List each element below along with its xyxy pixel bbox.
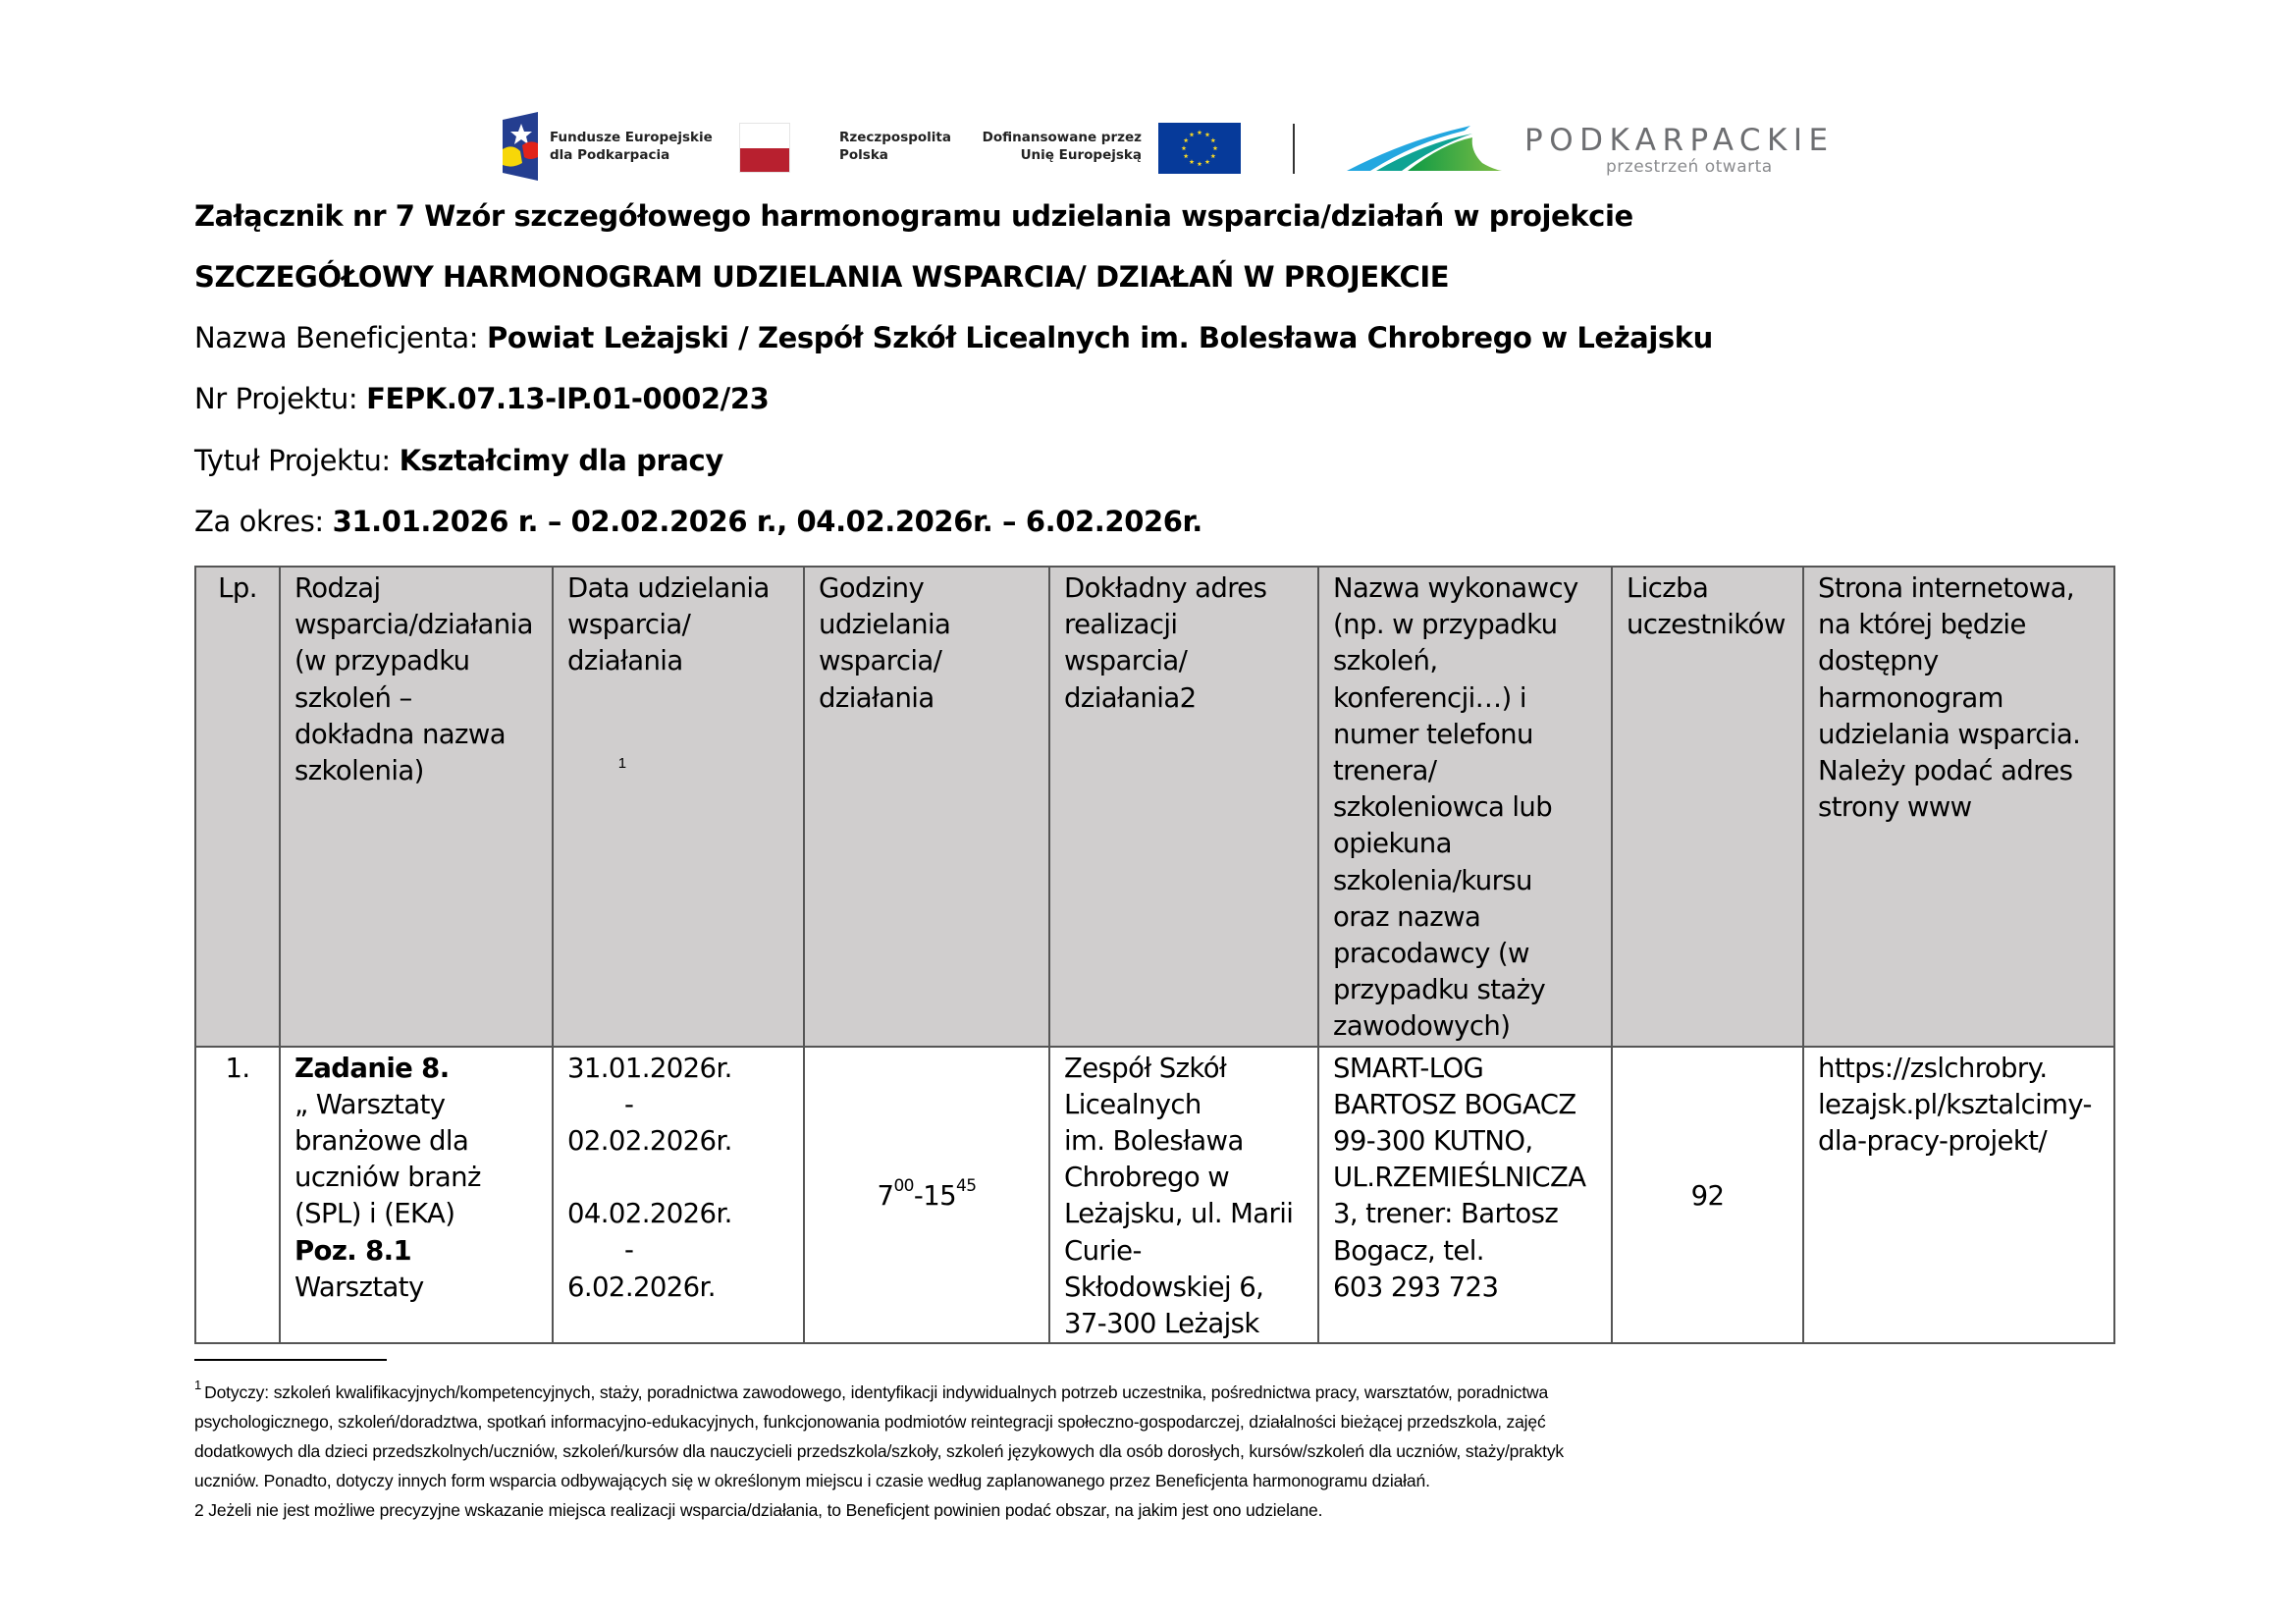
pl-label-line: Rzeczpospolita [839, 130, 951, 145]
support-form: Warsztaty [294, 1271, 424, 1303]
date-gap [567, 1160, 793, 1196]
fundusze-europejskie-logo-icon [501, 112, 540, 181]
logo-divider [1293, 124, 1295, 174]
column-header-line: strony www [1818, 791, 1972, 824]
period-line [194, 505, 1202, 538]
column-header-line: udzielania wsparcia. [1818, 718, 2081, 750]
footnote-2: 2 Jeżeli nie jest możliwe precyzyjne wskazanie miejsca realizacji wsparcia/działania, to Beneficjent powinien podać obszar, na jakim jest ono udzielane. [194, 1500, 1323, 1520]
column-header-line: (np. w przypadku [1333, 609, 1558, 641]
column-header-line: opiekuna [1333, 828, 1452, 860]
schedule-table [194, 566, 2115, 1344]
cell-hours [804, 1047, 1049, 1344]
hours-separator: - [913, 1179, 924, 1212]
training-name-line: uczniów branż [294, 1162, 481, 1194]
eu-label-line: Dofinansowane przez [982, 130, 1142, 145]
column-header-line: dokładna nazwa [294, 718, 507, 750]
column-header-line: dostępny [1818, 645, 1939, 677]
column-header-line: Rodzaj [294, 572, 381, 604]
cell-date [553, 1047, 804, 1344]
date-range2-end: 6.02.2026r. [567, 1271, 716, 1303]
contractor-line: Bogacz, tel. [1333, 1234, 1484, 1267]
training-name-line: branżowe dla [294, 1125, 469, 1158]
column-header-hours [804, 567, 1049, 1047]
cell-lp: 1. [195, 1047, 280, 1344]
column-header-line: harmonogram [1818, 681, 2003, 714]
column-header-line: Lp. [218, 572, 257, 604]
column-header-lp [195, 567, 280, 1047]
column-header-date [553, 567, 804, 1047]
address-line: Licealnych [1064, 1088, 1201, 1120]
date-range1-separator: - [624, 1088, 634, 1120]
fe-label-line: Fundusze Europejskie [550, 130, 713, 145]
address-line: Zespół Szkół [1064, 1052, 1227, 1084]
hours-start-minutes: 00 [893, 1175, 914, 1196]
logo-strip [0, 0, 2296, 187]
project-number-line [194, 382, 769, 415]
fe-label-line: dla Podkarpacia [550, 147, 670, 163]
eu-label-line: Unię Europejską [1020, 147, 1142, 163]
date-range1-end: 02.02.2026r. [567, 1125, 732, 1158]
column-header-line: szkoleń – [294, 681, 412, 714]
column-header-line: szkolenia/kursu [1333, 864, 1532, 896]
footnote-separator [194, 1359, 387, 1361]
eu-flag-icon [1158, 123, 1241, 174]
eu-cofinancing-label [972, 129, 1142, 164]
project-title-line [194, 444, 723, 477]
cell-support-type [280, 1047, 553, 1344]
column-header-line: Nazwa wykonawcy [1333, 572, 1578, 604]
column-header-line: konferencji…) i [1333, 681, 1526, 714]
column-header-line: szkolenia) $^1$ [294, 754, 626, 787]
contractor-line: 603 293 723 [1333, 1271, 1499, 1303]
column-header-line: pracodawcy (w [1333, 938, 1529, 970]
hours-end-minutes: 45 [956, 1175, 977, 1196]
table-header-row [195, 567, 2114, 1047]
website-link-line[interactable]: lezajsk.pl/ksztalcimy- [1818, 1088, 2092, 1120]
column-header-line: zawodowych) [1333, 1010, 1511, 1043]
training-name-line: (SPL) i (EKA) [294, 1198, 455, 1230]
contractor-line: UL.RZEMIEŚLNICZA [1333, 1162, 1586, 1194]
beneficiary-value: Powiat Leżajski / Zespół Szkół Licealnych im. Bolesława Chrobrego w Leżajsku [486, 321, 1713, 354]
website-link-line[interactable]: dla-pracy-projekt/ [1818, 1125, 2048, 1158]
address-line: Leżajsku, ul. Marii [1064, 1198, 1294, 1230]
column-header-website [1803, 567, 2114, 1047]
column-header-line: na której będzie [1818, 609, 2026, 641]
column-header-line: wsparcia/ [1064, 645, 1188, 677]
attachment-title: Załącznik nr 7 Wzór szczegółowego harmonogramu udzielania wsparcia/działań w projekcie [194, 199, 1633, 233]
address-line: Skłodowskiej 6, [1064, 1271, 1264, 1303]
project-title-label: Tytuł Projektu: [194, 444, 400, 477]
footnote-1-line: uczniów. Ponadto, dotyczy innych form wsparcia odbywających się w określonym miejscu i czasie według zaplanowanego przez Beneficjenta harmonogramu działań. [194, 1471, 1430, 1490]
project-title-value: Kształcimy dla pracy [399, 444, 723, 477]
column-header-line: Należy podać adres [1818, 755, 2073, 787]
column-header-line: działania2 [1064, 681, 1197, 714]
contractor-line: 99-300 KUTNO, [1333, 1125, 1533, 1158]
website-link-line[interactable]: https://zslchrobry. [1818, 1052, 2048, 1084]
podkarpackie-swoosh-icon [1345, 122, 1507, 173]
position-label: Poz. 8.1 [294, 1234, 411, 1267]
column-header-line: Dokładny adres [1064, 572, 1267, 604]
table-row [195, 1047, 2114, 1344]
address-line: 37-300 Leżajsk [1064, 1308, 1259, 1340]
rzeczpospolita-polska-label [839, 129, 951, 164]
date-range2-start: 04.02.2026r. [567, 1198, 732, 1230]
column-header-line: szkoleń, [1333, 645, 1438, 677]
column-header-line: wsparcia/ [819, 645, 942, 677]
column-header-line: realizacji [1064, 609, 1178, 641]
column-header-address [1049, 567, 1318, 1047]
cell-participants: 92 [1612, 1047, 1803, 1344]
column-header-line: Liczba [1627, 572, 1709, 604]
footnote-1-line: Dotyczy: szkoleń kwalifikacyjnych/kompetencyjnych, staży, poradnictwa zawodowego, identyfikacji indywidualnych potrzeb uczestnika, pośrednictwa pracy, warsztatów, poradnictwa [204, 1382, 1549, 1402]
polish-flag-icon [739, 123, 790, 173]
footnote-1-mark: 1 [194, 1378, 202, 1393]
cell-address [1049, 1047, 1318, 1344]
contractor-line: BARTOSZ BOGACZ [1333, 1088, 1576, 1120]
contractor-line: SMART-LOG [1333, 1052, 1484, 1084]
column-header-line: działania [819, 681, 934, 714]
column-header-line: uczestników [1627, 609, 1786, 641]
beneficiary-line [194, 321, 1713, 354]
column-header-line: (w przypadku [294, 645, 470, 677]
footnote-1-line: dodatkowych dla dzieci przedszkolnych/uczniów, szkoleń/kursów dla nauczycieli przedszkola/szkoły, szkoleń językowych dla osób dorosłych, kursów/szkoleń dla uczniów, staży/praktyk [194, 1441, 1565, 1461]
training-name [294, 1087, 542, 1233]
column-header-line: przypadku staży [1333, 974, 1546, 1006]
beneficiary-label: Nazwa Beneficjenta: [194, 321, 487, 354]
column-header-line: Data udzielania [567, 572, 770, 604]
address-line: Chrobrego w [1064, 1162, 1230, 1194]
project-number-label: Nr Projektu: [194, 382, 367, 415]
column-header-line: oraz nazwa [1333, 900, 1481, 933]
column-header-line: wsparcia/działania [294, 609, 533, 641]
footnote-1 [194, 1378, 1549, 1403]
column-header-line: Strona internetowa, [1818, 572, 2075, 604]
column-header-line: udzielania [819, 609, 951, 641]
cell-contractor [1318, 1047, 1612, 1344]
footnote-1-line: psychologicznego, szkoleń/doradztwa, spotkań informacyjno-edukacyjnych, funkcjonowania podmiotów reintegracji społeczno-gospodarczej, działalności bieżącej przedszkola, zajęć [194, 1412, 1546, 1432]
column-header-line: szkoleniowca lub [1333, 791, 1553, 824]
column-header-line: wsparcia/ [567, 609, 691, 641]
column-header-line: trenera/ [1333, 755, 1437, 787]
document-title: SZCZEGÓŁOWY HARMONOGRAM UDZIELANIA WSPARCIA/ DZIAŁAŃ W PROJEKCIE [194, 260, 1450, 294]
address-line: im. Bolesława [1064, 1125, 1244, 1158]
date-range1-start: 31.01.2026r. [567, 1052, 732, 1084]
column-header-participants [1612, 567, 1803, 1047]
cell-website[interactable] [1803, 1047, 2114, 1344]
column-header-support-type [280, 567, 626, 1047]
date-range2-separator: - [624, 1234, 634, 1267]
hours-end-hour: 15 [923, 1179, 957, 1212]
period-label: Za okres: [194, 505, 333, 538]
hours-start-hour: 7 [877, 1179, 894, 1212]
task-label: Zadanie 8. [294, 1052, 450, 1084]
address-line: Curie- [1064, 1234, 1142, 1267]
training-name-line: „ Warsztaty [294, 1088, 446, 1120]
podkarpackie-tagline: przestrzeń otwarta [1606, 157, 1773, 177]
podkarpackie-wordmark: PODKARPACKIE [1524, 123, 1835, 158]
project-number-value: FEPK.07.13-IP.01-0002/23 [366, 382, 770, 415]
footnote-ref[interactable]: 1 [617, 754, 626, 772]
contractor-line: 3, trener: Bartosz [1333, 1198, 1559, 1230]
period-value: 31.01.2026 r. – 02.02.2026 r., 04.02.2026r. – 6.02.2026r. [332, 505, 1202, 538]
column-header-line: działania [567, 645, 683, 677]
column-header-line: numer telefonu [1333, 718, 1533, 750]
fundusze-europejskie-label [550, 129, 713, 164]
pl-label-line: Polska [839, 147, 888, 163]
column-header-line: Godziny [819, 572, 925, 604]
column-header-contractor [1318, 567, 1612, 1047]
